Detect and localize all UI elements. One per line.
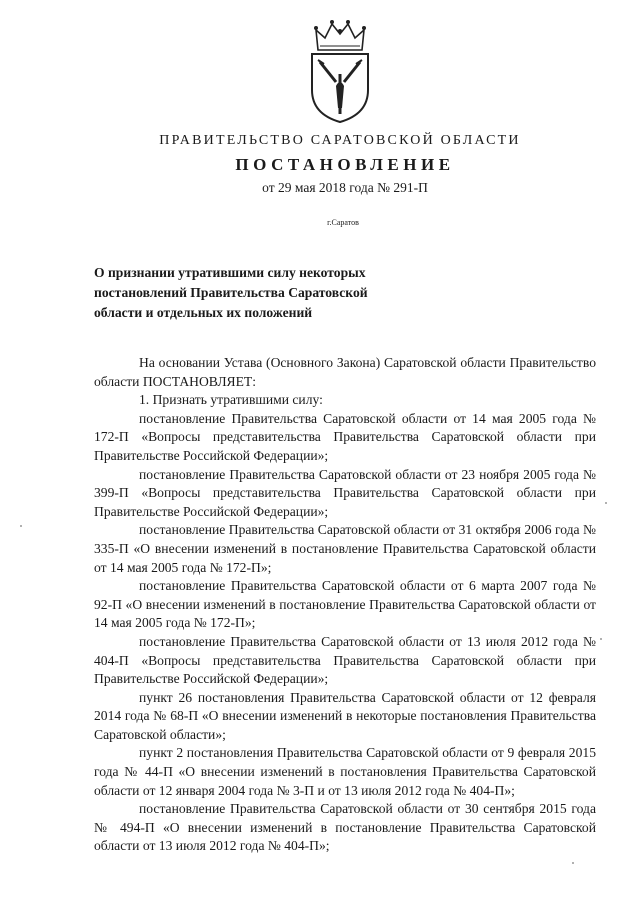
government-name: ПРАВИТЕЛЬСТВО САРАТОВСКОЙ ОБЛАСТИ [159,133,521,148]
scan-speck [600,638,602,640]
document-title [94,263,424,323]
saratov-coat-of-arms-icon [308,16,372,126]
body-paragraph: На основании Устава (Основного Закона) Саратовской области Правительство области ПОСТАНОВЛЯЕТ: [94,355,596,389]
body-paragraph: пункт 2 постановления Правительства Саратовской области от 9 февраля 2015 года № 44-П «О внесении изменений в постановления Правительства Саратовской области от 12 января 2004 года № 3-П и от 13 июля 2012 года № 404-П»; [94,745,596,798]
body-paragraph: 1. Признать утратившими силу: [139,392,323,408]
scan-speck [605,502,607,504]
scan-speck [572,862,574,864]
body-paragraph: пункт 26 постановления Правительства Саратовской области от 12 февраля 2014 года № 68-П «О внесении изменений в некоторые постановления Правительства Саратовской области»; [94,689,596,742]
body-paragraph: постановление Правительства Саратовской области от 31 октября 2006 года № 335-П «О внесении изменений в постановление Правительства Саратовской области от 14 мая 2005 года № 172-П»; [94,522,596,575]
document-title-line: постановлений Правительства Саратовской [94,285,368,300]
scan-speck [20,525,22,527]
document-type: ПОСТАНОВЛЕНИЕ [235,155,455,174]
document-city: г.Саратов [327,218,359,227]
document-body [94,354,596,856]
body-paragraph: постановление Правительства Саратовской области от 23 ноября 2005 года № 399-П «Вопросы представительства Правительства Саратовской области при Правительстве Российской Федерации»; [94,466,596,519]
body-paragraph: постановление Правительства Саратовской области от 14 мая 2005 года № 172-П «Вопросы представительства Правительства Саратовской области при Правительстве Российской Федерации»; [94,410,596,463]
body-paragraph: постановление Правительства Саратовской области от 13 июля 2012 года № 404-П «Вопросы представительства Правительства Саратовской области при Правительстве Российской Федерации»; [94,633,596,687]
body-paragraph: постановление Правительства Саратовской области от 30 сентября 2015 года № 494-П «О внесении изменений в постановление Правительства Саратовской области от 13 июля 2012 года № 404-П»; [94,801,596,854]
document-date-number: от 29 мая 2018 года № 291-П [262,180,428,195]
document-title-line: О признании утратившими силу некоторых [94,265,366,280]
body-paragraph: постановление Правительства Саратовской области от 6 марта 2007 года № 92-П «О внесении изменений в постановление Правительства Саратовской области от 14 мая 2005 года № 172-П»; [94,578,596,631]
document-title-line: области и отдельных их положений [94,305,313,320]
